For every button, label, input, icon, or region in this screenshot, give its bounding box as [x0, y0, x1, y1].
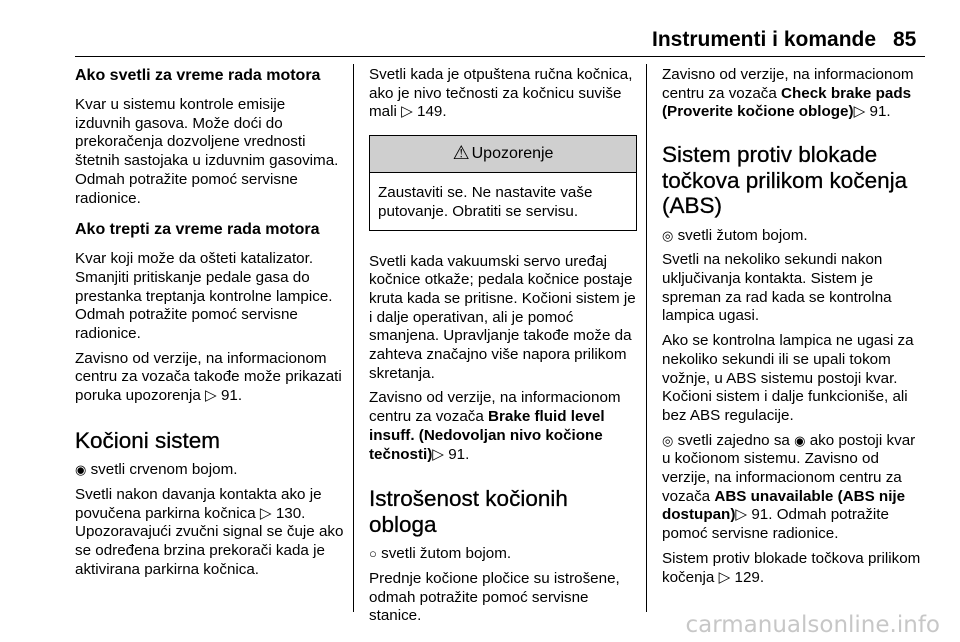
heading-solid-light: Ako svetli za vreme rada motora — [75, 67, 321, 84]
column-3 — [662, 66, 926, 593]
watermark: carmanualsonline.info — [685, 612, 940, 638]
paragraph-fluid-message — [369, 389, 637, 464]
abs-icon: ◎ — [662, 227, 674, 243]
abs-brake-fault-ref: 91. — [751, 506, 773, 524]
paragraph-release-brake — [369, 66, 637, 122]
page-ref-arrow-icon: ▷ — [853, 103, 866, 121]
abs-icon: ◎ — [662, 432, 674, 448]
paragraph-abs-brake-fault — [662, 432, 926, 544]
page-number: 85 — [893, 28, 917, 51]
page-header-title: Instrumenti i komande — [652, 28, 877, 51]
paragraph-brake-parking — [75, 486, 345, 523]
paragraph-abs-startup: Svetli na nekoliko sekundi nakon uključivanja kontakta. Sistem je spreman za rad kada se kontrolna lampica ugasi. — [662, 251, 892, 325]
brake-warning-icon: ◉ — [75, 462, 87, 478]
page-ref-arrow-icon: ▷ — [432, 445, 444, 463]
paragraph-solid-light: Kvar u sistemu kontrole emisije izduvnih gasova. Može doći do prekoračenja dozvoljene vrednosti štetnih sastojaka u izduvnim gasovima. Odmah potražite pomoć servisne radionice. — [75, 96, 339, 207]
page-ref-arrow-icon: ▷ — [259, 504, 272, 522]
version-message-ref: 91. — [220, 387, 243, 405]
warning-header — [370, 136, 636, 173]
page-ref-arrow-icon: ▷ — [205, 387, 217, 405]
heading-brake-system: Kočioni sistem — [75, 427, 221, 453]
warning-triangle-icon: ⚠ — [452, 142, 470, 164]
paragraph-brake-chime: Upozoravajući zvučni signal se čuje ako se određena brzina prekorači kada je aktivirana parkirna kočnica. — [75, 523, 344, 578]
warning-text: Zaustaviti se. Ne nastavite vaše putovanje. Obratiti se servisu. — [378, 184, 593, 220]
paragraph-abs-color — [662, 227, 926, 246]
paragraph-flashing-light: Kvar koji može da ošteti katalizator. Smanjiti pritiskanje pedale gasa do prestanka treptanja kontrolne lampice. Odmah potražite pomoć servisne radionice. — [75, 250, 333, 343]
release-brake-text: Svetli kada je otpuštena ručna kočnica, ako je nivo tečnosti za kočnicu suviše mali — [369, 66, 633, 121]
header-divider — [75, 56, 925, 57]
column-divider-2 — [646, 64, 647, 612]
pads-message-bold: Check brake pads (Proverite kočione obloge) — [662, 84, 912, 121]
abs-color-text: svetli žutom bojom. — [677, 226, 808, 244]
page-ref-arrow-icon: ▷ — [401, 103, 413, 121]
page-ref-arrow-icon: ▷ — [718, 568, 731, 586]
paragraph-pad-wear-color — [369, 545, 637, 564]
warning-title: Upozorenje — [471, 144, 554, 162]
heading-abs: Sistem protiv blokade točkova prilikom kočenja (ABS) — [662, 142, 908, 219]
pads-message-text: Zavisno od verzije, na informacionom centru za vozača — [662, 66, 914, 102]
abs-brake-fault-end: Odmah potražite pomoć servisne radionice. — [662, 506, 889, 543]
brake-parking-ref: 130. — [275, 504, 306, 522]
abs-crossref-text: Sistem protiv blokade točkova prilikom kočenja — [662, 549, 921, 586]
brake-warning-icon: ◉ — [794, 432, 806, 448]
paragraph-abs-fault: Ako se kontrolna lampica ne ugasi za nekoliko sekundi ili se upali tokom vožnje, u ABS sistemu postoji kvar. Kočioni sistem i dalje funkcioniše, ali bez ABS regulacije. — [662, 332, 914, 424]
brake-color-text: svetli crvenom bojom. — [90, 461, 238, 479]
pads-message-ref: 91. — [869, 103, 891, 121]
paragraph-abs-crossref — [662, 550, 926, 587]
paragraph-pads-message — [662, 66, 926, 122]
abs-brake-fault-a: svetli zajedno sa — [677, 431, 790, 449]
brake-pad-wear-icon: ○ — [369, 546, 377, 562]
paragraph-pad-wear: Prednje kočione pločice su istrošene, odmah potražite pomoć servisne stanice. — [369, 569, 620, 625]
pad-wear-color-text: svetli žutom bojom. — [381, 545, 512, 563]
brake-parking-text: Svetli nakon davanja kontakta ako je povučena parkirna kočnica — [75, 486, 322, 522]
fluid-message-text: Zavisno od verzije, na informacionom centru za vozača — [369, 389, 621, 426]
abs-brake-fault-b: ako postoji kvar u kočionom sistemu. Zavisno od verzije, na informacionom centru za vozača — [662, 431, 916, 505]
warning-box — [369, 135, 637, 230]
column-divider-1 — [353, 64, 354, 612]
version-message-text: Zavisno od verzije, na informacionom centru za vozača takođe može prikazati poruka upozorenja — [75, 349, 342, 405]
column-2 — [369, 66, 637, 632]
heading-flashing-light: Ako trepti za vreme rada motora — [75, 221, 320, 239]
abs-crossref-ref: 129. — [734, 568, 765, 586]
heading-pad-wear: Istrošenost kočionih obloga — [369, 486, 568, 537]
fluid-message-ref: 91. — [448, 445, 470, 463]
column-1 — [75, 66, 345, 586]
paragraph-brake-color — [75, 461, 345, 480]
release-brake-ref: 149. — [417, 103, 447, 121]
paragraph-version-message — [75, 350, 345, 406]
paragraph-vacuum-servo: Svetli kada vakuumski servo uređaj kočnice otkaže; pedala kočnice postaje kruta kada se pritisne. Kočioni sistem je i dalje operativan, ali je pomoć smanjena. Upravljanje takođe može da zahteva značajno više napora prilikom skretanja. — [369, 252, 636, 382]
fluid-message-bold: Brake fluid level insuff. (Nedovoljan nivo kočione tečnosti) — [369, 408, 605, 463]
page-ref-arrow-icon: ▷ — [735, 506, 748, 524]
abs-brake-fault-bold: ABS unavailable (ABS nije dostupan) — [662, 487, 906, 524]
